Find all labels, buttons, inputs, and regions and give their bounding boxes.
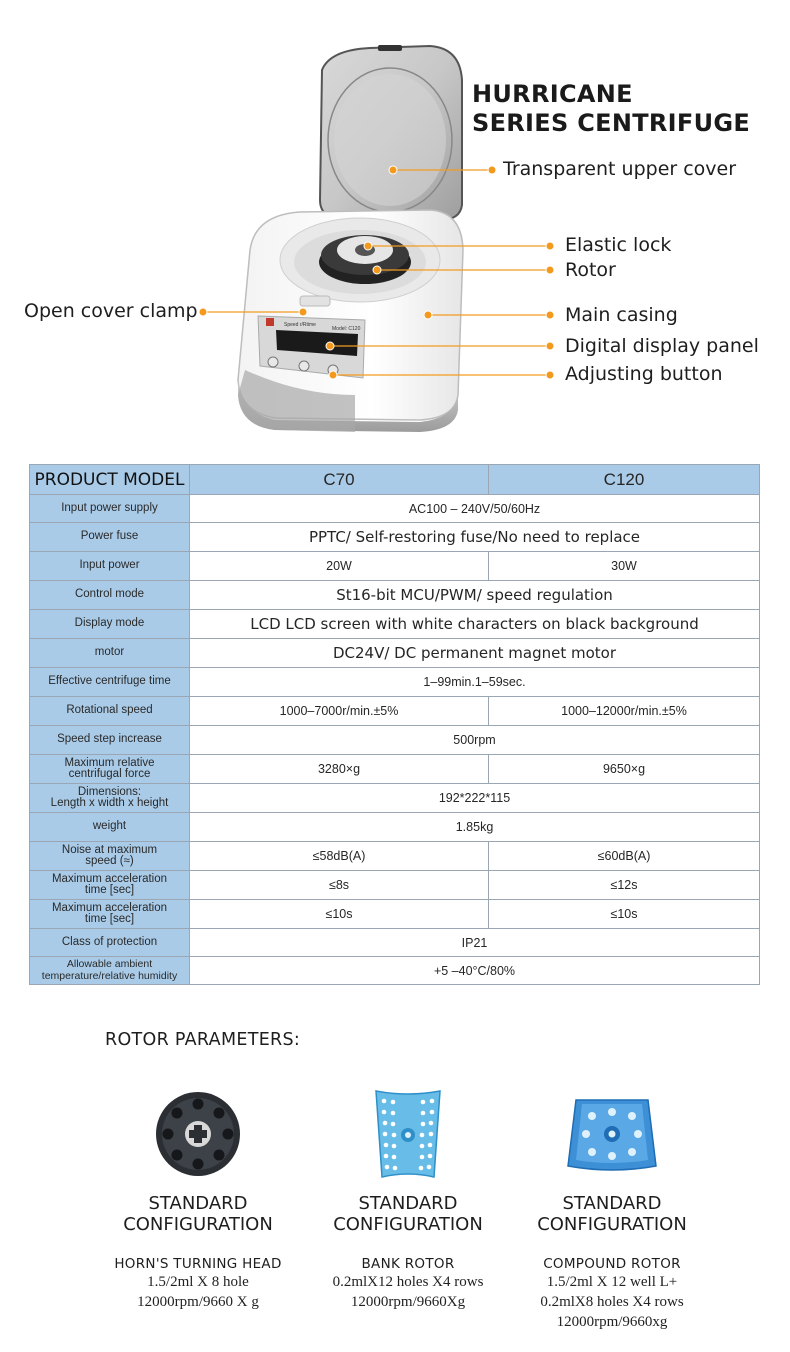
rotor-image [492,1085,732,1183]
transparent-lid [320,45,462,220]
rotor-std-line: STANDARD [562,1193,662,1214]
row-value: 192*222*115 [190,784,760,813]
header-c120: C120 [489,465,760,495]
rotor-name: HORN'S TURNING HEAD [114,1256,282,1272]
table-row [30,523,760,552]
row-label-line: time [sec] [84,884,135,896]
header-product-model: PRODUCT MODEL [30,465,190,495]
row-label-line: Maximum relative [64,756,155,769]
row-label-line: Dimensions: [77,785,142,798]
rotor-std-line: CONFIGURATION [537,1214,687,1235]
row-label [30,755,190,784]
horn-rotor-icon [153,1089,243,1179]
row-value-c70: 20W [190,552,489,581]
row-value-c120: ≤12s [489,871,760,900]
row-value-c70: ≤58dB(A) [190,842,489,871]
table-row [30,697,760,726]
row-label: Control mode [30,581,190,610]
row-value: LCD LCD screen with white characters on black background [190,610,760,639]
row-label: Input power supply [30,495,190,523]
row-value: 500rpm [190,726,760,755]
table-row [30,813,760,842]
row-label [30,871,190,900]
bank-rotor-icon [368,1085,448,1183]
row-value: AC100 – 240V/50/60Hz [190,495,760,523]
row-label: Class of protection [30,929,190,957]
row-label: Power fuse [30,523,190,552]
row-label [30,957,190,985]
row-label-line: time [sec] [84,913,135,925]
table-row [30,929,760,957]
hero-section [0,0,790,440]
row-value: 1.85kg [190,813,760,842]
row-value-c70: 1000–7000r/min.±5% [190,697,489,726]
callout-elastic-lock: Elastic lock [565,234,672,256]
row-value: St16-bit MCU/PWM/ speed regulation [190,581,760,610]
row-value: PPTC/ Self-restoring fuse/No need to replace [190,523,760,552]
row-label: Display mode [30,610,190,639]
rotor-std-label [492,1193,732,1235]
row-value: 1–99min.1–59sec. [190,668,760,697]
rotor-spec: 0.2mlX12 holes X4 rows 12000rpm/9660Xg [332,1274,484,1310]
row-value-c120: ≤10s [489,900,760,929]
row-label: Effective centrifuge time [30,668,190,697]
table-row [30,610,760,639]
table-row [30,726,760,755]
table-row [30,784,760,813]
row-value-c70: 3280×g [190,755,489,784]
header-c70: C70 [190,465,489,495]
rotor-name: COMPOUND ROTOR [543,1256,681,1272]
callout-display-panel: Digital display panel [565,335,759,357]
rotor-spec: 1.5/2ml X 12 well L+ 0.2mlX8 holes X4 rows 12000rpm/9660xg [540,1274,684,1330]
rotor-graphic [319,235,411,284]
row-value-c120: 1000–12000r/min.±5% [489,697,760,726]
table-row [30,552,760,581]
open-cover-clamp [300,296,330,306]
rotor-std-line: STANDARD [358,1193,458,1214]
table-row [30,871,760,900]
callout-main-casing: Main casing [565,304,678,326]
row-label: Input power [30,552,190,581]
spec-table [29,464,760,985]
rotor-std-line: STANDARD [148,1193,248,1214]
row-label-line: Maximum acceleration [51,901,168,914]
rotor-spec: 1.5/2ml X 8 hole 12000rpm/9660 X g [137,1274,259,1310]
rotor-std-label [78,1193,318,1235]
table-row [30,639,760,668]
row-label: Speed step increase [30,726,190,755]
callout-upper-cover: Transparent upper cover [503,158,737,180]
row-label [30,900,190,929]
rotor-card-horn [78,1085,318,1312]
panel-model-label: Model: C120 [332,326,361,332]
table-row [30,581,760,610]
table-row [30,900,760,929]
product-title [472,80,750,138]
title-line-2: SERIES CENTRIFUGE [472,109,751,137]
row-label [30,842,190,871]
panel-speed-label: Speed r/Rtime [284,322,316,328]
callout-adjusting-button: Adjusting button [565,363,723,385]
row-label [30,784,190,813]
rotor-name: BANK ROTOR [361,1256,455,1272]
row-label-line: temperature/relative humidity [41,969,178,982]
row-value: DC24V/ DC permanent magnet motor [190,639,760,668]
table-row [30,957,760,985]
row-label-line: Maximum acceleration [51,872,168,885]
row-label-line: speed (≈) [85,855,134,867]
row-label-line: centrifugal force [68,768,151,780]
row-value-c120: 9650×g [489,755,760,784]
rotor-heading: ROTOR PARAMETERS: [105,1030,301,1050]
row-label-line: Allowable ambient [66,958,153,970]
row-label-line: Noise at maximum [61,843,158,856]
rotor-card-compound [492,1085,732,1332]
row-value-c70: ≤10s [190,900,489,929]
row-label: motor [30,639,190,668]
row-label: Rotational speed [30,697,190,726]
callout-rotor: Rotor [565,259,616,281]
row-value: +5 –40°C/80% [190,957,760,985]
rotor-image [78,1085,318,1183]
row-value-c120: ≤60dB(A) [489,842,760,871]
row-label: weight [30,813,190,842]
row-value: IP21 [190,929,760,957]
rotor-std-line: CONFIGURATION [333,1214,483,1235]
table-header-row [30,465,760,495]
title-line-1: HURRICANE [472,80,633,108]
row-label-line: Length x width x height [50,797,169,809]
table-row [30,495,760,523]
table-row [30,668,760,697]
rotor-std-line: CONFIGURATION [123,1214,273,1235]
row-value-c70: ≤8s [190,871,489,900]
callout-open-cover-clamp: Open cover clamp [24,300,198,322]
row-value-c120: 30W [489,552,760,581]
table-row [30,842,760,871]
table-row [30,755,760,784]
compound-rotor-icon [562,1094,662,1174]
